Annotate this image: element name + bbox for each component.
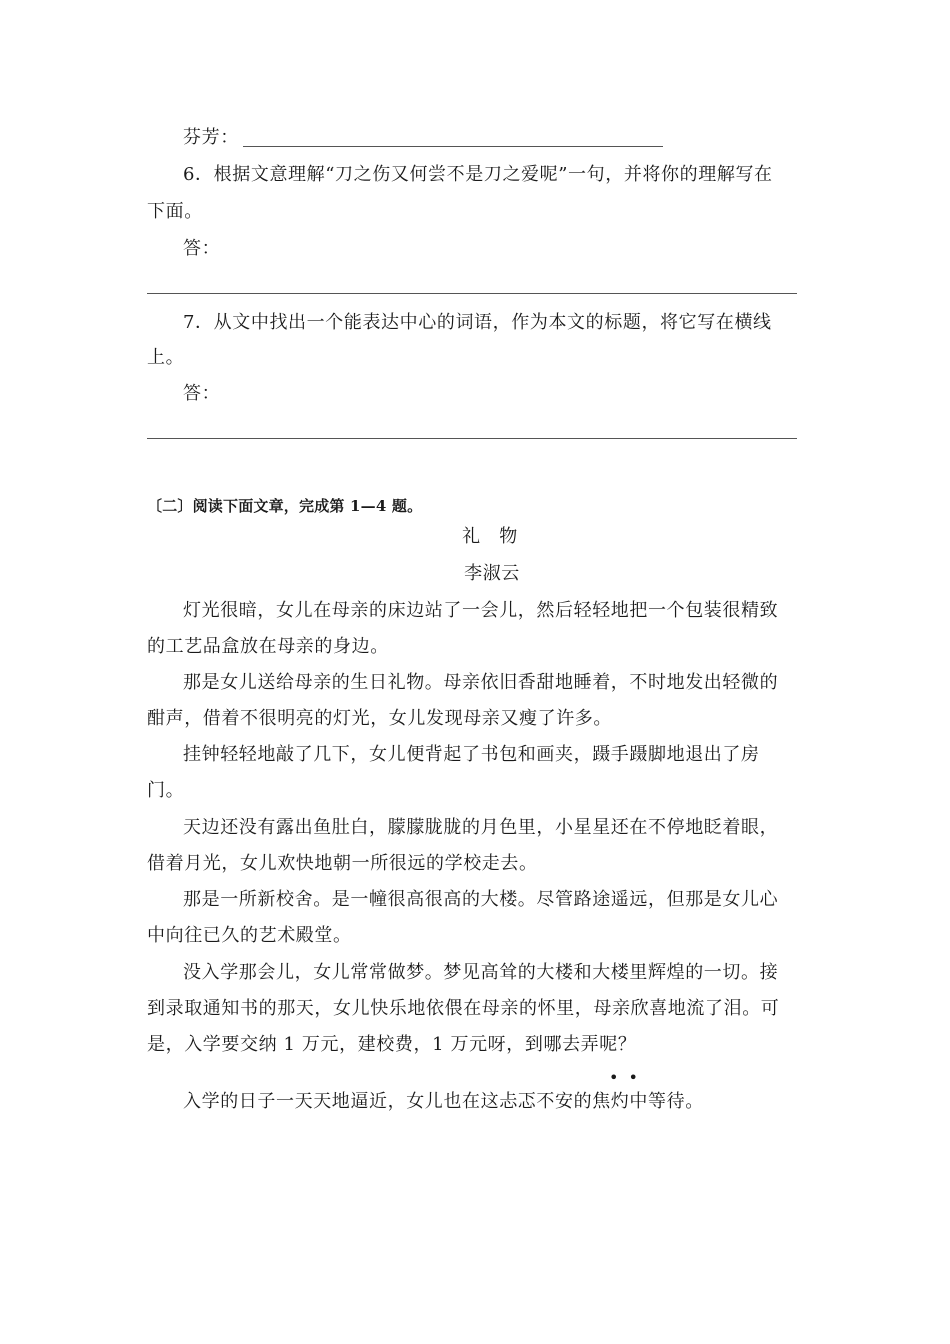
question-7-answer-rule[interactable] <box>147 438 797 439</box>
paragraph-5-line-2: 中向往已久的艺术殿堂。 <box>147 925 352 946</box>
paragraph-4-line-1: 天边还没有露出鱼肚白，朦朦胧胧的月色里，小星星还在不停地眨着眼， <box>183 817 779 838</box>
question-7-line-1: 7．从文中找出一个能表达中心的词语，作为本文的标题，将它写在横线 <box>183 312 772 333</box>
paragraph-6-line-1: 没入学那会儿，女儿常常做梦。梦见高耸的大楼和大楼里辉煌的一切。接 <box>183 962 779 983</box>
paragraph-3-line-2: 门。 <box>147 780 185 801</box>
question-7-line-2: 上。 <box>147 347 185 368</box>
paragraph-4-line-2: 借着月光，女儿欢快地朝一所很远的学校走去。 <box>147 853 538 874</box>
fenfang-label: 芬芳： <box>183 127 239 148</box>
fenfang-blank[interactable] <box>243 146 663 147</box>
paragraph-6-line-3: 是，入学要交纳 1 万元，建校费，1 万元呀，到哪去弄呢？ <box>147 1034 637 1055</box>
paragraph-3-line-1: 挂钟轻轻地敲了几下，女儿便背起了书包和画夹，蹑手蹑脚地退出了房 <box>183 744 760 765</box>
paragraph-7-line-1: 入学的日子一天天地逼近，女儿也在这忐忑不安的焦灼中等待。 <box>183 1091 704 1112</box>
question-6-answer-label: 答： <box>183 238 221 259</box>
question-6-answer-rule[interactable] <box>147 293 797 294</box>
paragraph-1-line-2: 的工艺品盒放在母亲的身边。 <box>147 636 389 657</box>
paragraph-2-line-2: 酣声，借着不很明亮的灯光，女儿发现母亲又瘦了许多。 <box>147 708 612 729</box>
paragraph-2-line-1: 那是女儿送给母亲的生日礼物。母亲依旧香甜地睡着，不时地发出轻微的 <box>183 672 779 693</box>
paragraph-5-line-1: 那是一所新校舍。是一幢很高很高的大楼。尽管路途遥远，但那是女儿心 <box>183 889 779 910</box>
fenfang-answer-line <box>183 125 797 151</box>
emphasis-dots: •• <box>609 1068 648 1087</box>
section-2-heading: 〔二〕阅读下面文章，完成第 1—4 题。 <box>147 497 423 515</box>
paragraph-6-line-2: 到录取通知书的那天，女儿快乐地依偎在母亲的怀里，母亲欣喜地流了泪。可 <box>147 998 780 1019</box>
question-6-line-1: 6．根据文意理解“刀之伤又何尝不是刀之爱呢”一句，并将你的理解写在 <box>183 164 773 185</box>
question-6-line-2: 下面。 <box>147 201 203 222</box>
question-7-answer-label: 答： <box>183 383 221 404</box>
article-title: 礼 物 <box>462 526 518 547</box>
paragraph-1-line-1: 灯光很暗，女儿在母亲的床边站了一会儿，然后轻轻地把一个包装很精致 <box>183 600 779 621</box>
article-author: 李淑云 <box>464 563 520 584</box>
